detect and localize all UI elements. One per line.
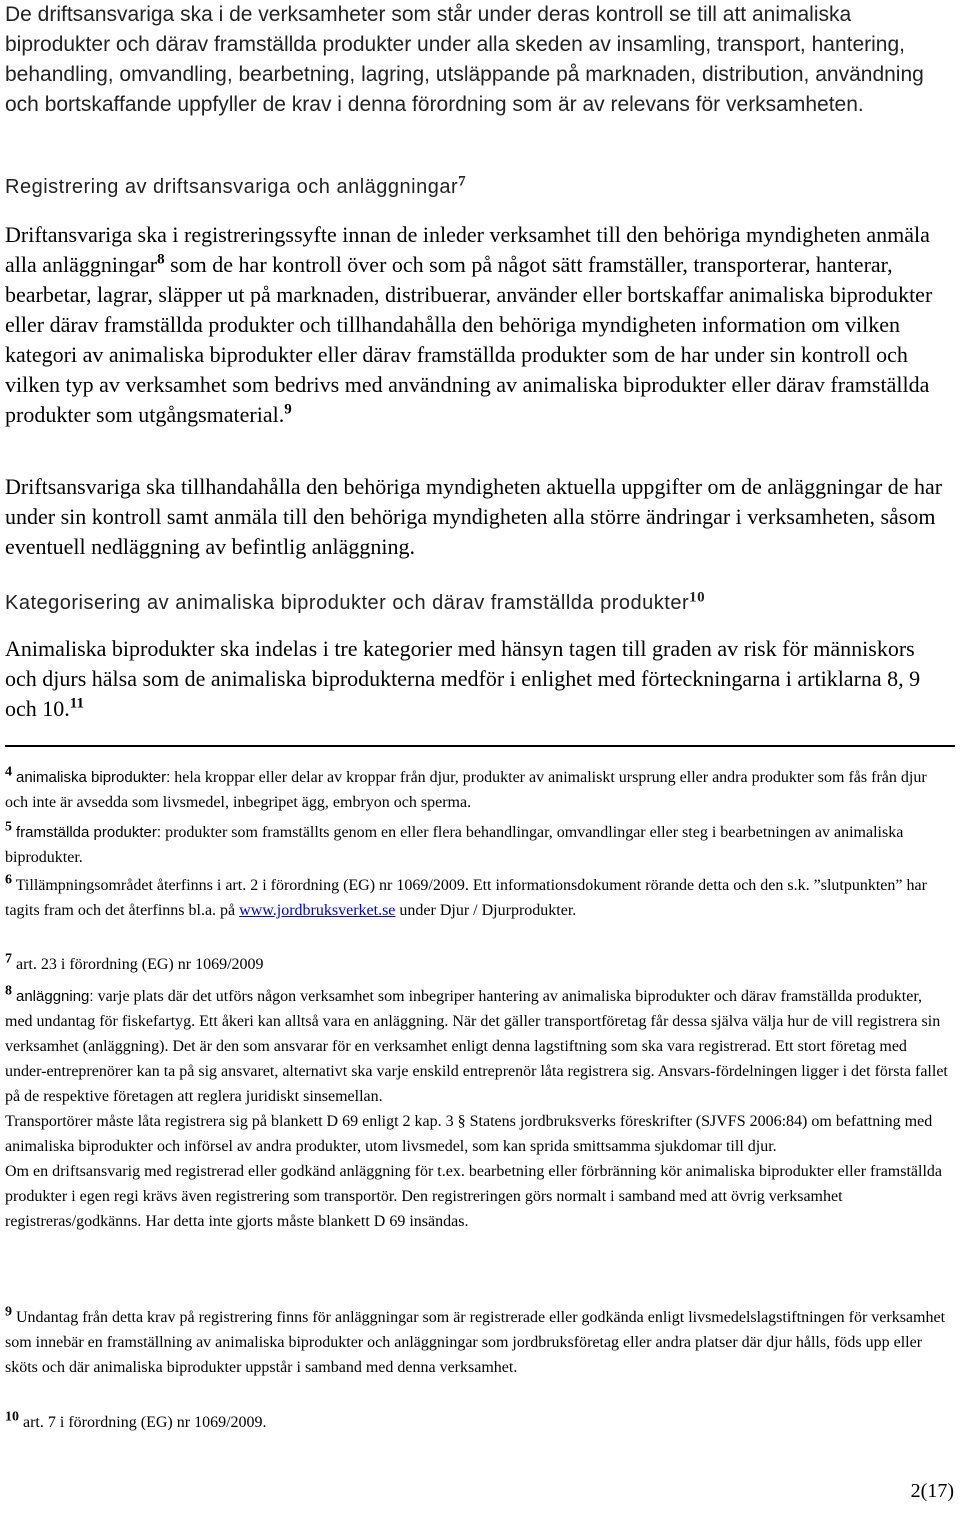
page-number: 2(17) — [910, 1480, 954, 1502]
footnote-4 — [5, 765, 950, 815]
footnote-number: 5 — [5, 819, 12, 835]
footnote-text: Om en driftsansvarig med registrerad eller godkänd anläggning för t.ex. bearbetning eller förbränning kör animaliska biprodukter eller framställda produkter i egen regi krävs även registrering som transportör. Den registreringen görs normalt i samband med att övrig verksamhet registreras/godkänns. Har detta inte gjorts måste blankett D 69 insändas. — [5, 1163, 943, 1230]
footnote-5 — [5, 820, 950, 870]
footnote-8 — [5, 984, 950, 1234]
footnote-6 — [5, 873, 950, 923]
intro-paragraph: De driftsansvariga ska i de verksamheter som står under deras kontroll se till att animaliska biprodukter och därav framställda produkter under alla skeden av insamling, transport, hantering, behandling, omvandling, bearbetning, lagring, utsläppande på marknaden, distribution, användning och bortskaffande uppfyller de krav i denna förordning som är av relevans för verksamheten. — [5, 3, 924, 116]
footnote-number: 6 — [5, 872, 12, 888]
footnote-number: 8 — [5, 983, 12, 999]
footnote-10 — [5, 1410, 950, 1435]
registration-paragraph — [5, 220, 950, 430]
footnote-number: 4 — [5, 764, 12, 780]
paragraph-text: Animaliska biprodukter ska indelas i tre kategorier med hänsyn tagen till graden av risk för människors och djurs hälsa som de animaliska biprodukterna medför i enlighet med förteckningarna i artiklarna 8, 9 och 10. — [5, 636, 921, 721]
footnote-ref: 8 — [157, 251, 165, 268]
update-paragraph: Driftsansvariga ska tillhandahålla den behöriga myndigheten aktuella uppgifter om de anläggningar de har under sin kontroll samt anmäla till den behöriga myndigheten alla större ändringar i verksamheten, såsom eventuell nedläggning av befintlig anläggning. — [5, 474, 943, 559]
footnote-text: produkter som framställts genom en eller flera behandlingar, omvandlingar eller steg i bearbetningen av animaliska biprodukter. — [5, 824, 904, 866]
footnote-ref: 10 — [689, 589, 706, 606]
heading-text: Registrering av driftsansvariga och anläggningar — [5, 176, 459, 198]
footnote-text: Undantag från detta krav på registrering finns för anläggningar som är registrerade eller godkända enligt livsmedelslagstiftningen för verksamhet som innebär en framställning av animaliska biprodukter och anläggningar som jordbruksföretag eller andra platser där djur hålls, föds upp eller sköts och där animaliska biprodukter uppstår i samband med denna verksamhet. — [5, 1309, 946, 1376]
section-heading-registrering — [5, 173, 950, 199]
footnote-text: hela kroppar eller delar av kroppar från djur, produkter av animaliskt ursprung eller andra produkter som fås från djur och inte är avsedda som livsmedel, inbegripet ägg, embryon och sperma. — [5, 769, 927, 811]
jordbruksverket-link[interactable]: www.jordbruksverket.se — [239, 902, 396, 919]
footnote-ref: 11 — [69, 695, 84, 712]
footnote-term: anläggning: — [16, 988, 94, 1005]
footnote-number: 7 — [5, 951, 12, 967]
paragraph-text: Driftansvariga ska i registreringssyfte innan de inleder verksamhet till den behöriga myndigheten anmäla alla anläggningar — [5, 222, 930, 277]
footnote-text: Transportörer måste låta registrera sig på blankett D 69 enligt 2 kap. 3 § Statens jordbruksverks föreskrifter (SJVFS 2006:84) om befattning med animaliska biprodukter och införsel av andra produkter, utom livsmedel, som kan sprida smittsamma sjukdomar till djur. — [5, 1113, 933, 1155]
footnote-number: 10 — [5, 1409, 19, 1425]
footnote-ref: 7 — [458, 173, 467, 190]
heading-text: Kategorisering av animaliska biprodukter och därav framställda produkter — [5, 592, 690, 614]
section-heading-kategorisering — [5, 589, 950, 615]
footnote-term: animaliska biprodukter: — [16, 769, 171, 786]
footnote-9 — [5, 1305, 950, 1380]
footnote-text: under Djur / Djurprodukter. — [395, 902, 577, 919]
footnote-7 — [5, 952, 950, 977]
categories-paragraph — [5, 634, 950, 724]
footnote-divider — [5, 745, 955, 747]
paragraph-text: som de har kontroll över och som på något sätt framställer, transporterar, hanterar, bearbetar, lagrar, släpper ut på marknaden, distribuerar, använder eller bortskaffar animaliska biprodukter eller därav framställda produkter och tillhandahålla den behöriga myndigheten information om vilken kategori av animaliska biprodukter eller därav framställda produkter som de har under sin kontroll och vilken typ av verksamhet som bedrivs med användning av animaliska biprodukter eller därav framställda produkter som utgångsmaterial. — [5, 252, 933, 427]
footnote-text: art. 7 i förordning (EG) nr 1069/2009. — [19, 1414, 267, 1431]
footnote-text: Tillämpningsområdet återfinns i art. 2 i förordning (EG) nr 1069/2009. Ett informationsdokument rörande detta och den s.k. ”slutpunkten” har tagits fram och det återfinns bl.a. på — [5, 877, 927, 919]
footnote-text: art. 23 i förordning (EG) nr 1069/2009 — [12, 956, 264, 973]
footnote-number: 9 — [5, 1304, 12, 1320]
footnote-text: varje plats där det utförs någon verksamhet som inbegriper hantering av animaliska biprodukter och därav framställda produkter, med undantag för fiskefartyg. Ett åkeri kan alltså vara en anläggning. När det gäller transportföretag får dessa själva välja hur de vill registrera sin verksamhet (anläggning). Det är den som ansvarar för en verksamhet enligt denna lagstiftning som ska vara registrerad. Ett stort företag med under-entreprenörer kan ta på sig ansvaret, alternativt ska varje enskild entreprenör låta registrera sig. Ansvars-fördelningen ligger i det första fallet på de respektive företagen att reglera juridiskt sinsemellan. — [5, 988, 948, 1105]
footnote-ref: 9 — [284, 401, 292, 418]
footnote-term: framställda produkter: — [16, 824, 162, 841]
